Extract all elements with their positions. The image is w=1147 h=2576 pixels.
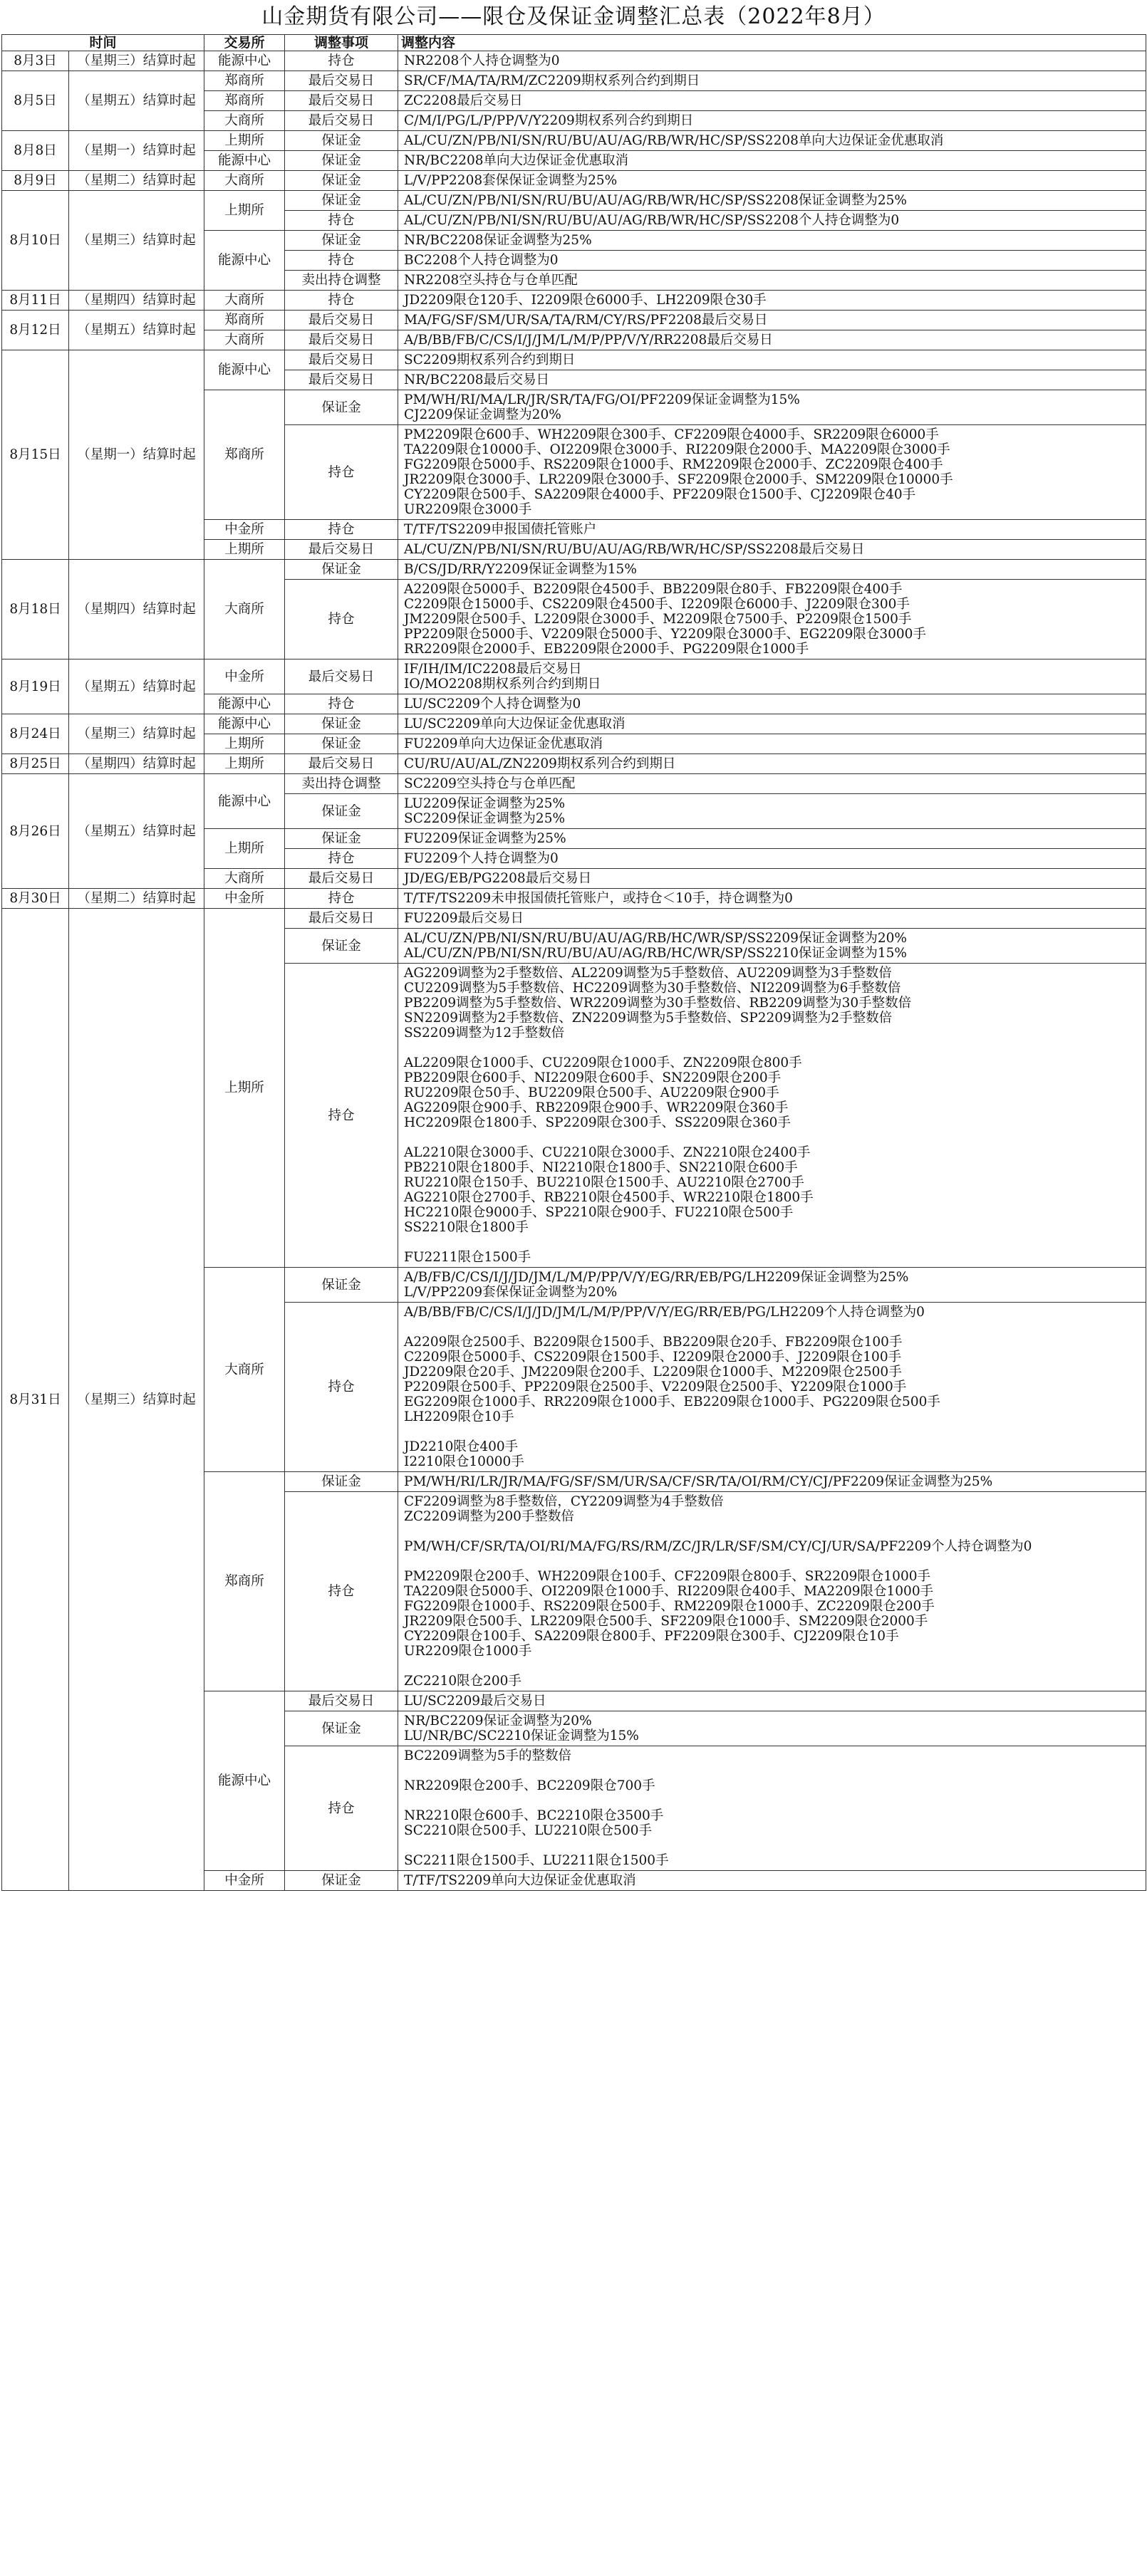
exchange-cell: 大商所: [204, 869, 285, 889]
adjustment-content-cell: FU2209单向大边保证金优惠取消: [398, 734, 1146, 754]
settlement-time-cell: （星期三）结算时起: [69, 191, 204, 291]
table-row: [2, 754, 1146, 774]
exchange-cell: 中金所: [204, 659, 285, 694]
settlement-time-cell: （星期五）结算时起: [69, 659, 204, 714]
adjustment-item-cell: 持仓: [285, 1746, 398, 1871]
adjustment-item-cell: 持仓: [285, 694, 398, 714]
table-row: [2, 774, 1146, 794]
adjustment-content-cell: BC2209调整为5手的整数倍 NR2209限仓200手、BC2209限仓700手 NR2210限仓600手、BC2210限仓3500手 SC2210限仓500手、LU2210限仓500手 SC2211限仓1500手、LU2211限仓1500手: [398, 1746, 1146, 1871]
exchange-cell: 大商所: [204, 1268, 285, 1472]
exchange-cell: 中金所: [204, 1871, 285, 1891]
adjustment-content-cell: A/B/FB/C/CS/I/J/JD/JM/L/M/P/PP/V/Y/EG/RR/EB/PG/LH2209保证金调整为25% L/V/PP2209套保保证金调整为20%: [398, 1268, 1146, 1303]
exchange-cell: 大商所: [204, 171, 285, 191]
adjustment-content-cell: CU/RU/AU/AL/ZN2209期权系列合约到期日: [398, 754, 1146, 774]
adjustment-content-cell: MA/FG/SF/SM/UR/SA/TA/RM/CY/RS/PF2208最后交易日: [398, 311, 1146, 330]
adjustment-item-cell: 保证金: [285, 929, 398, 964]
adjustment-item-cell: 最后交易日: [285, 659, 398, 694]
adjustment-content-cell: LU2209保证金调整为25% SC2209保证金调整为25%: [398, 794, 1146, 829]
settlement-time-cell: （星期一）结算时起: [69, 350, 204, 560]
exchange-cell: 大商所: [204, 330, 285, 350]
exchange-cell: 能源中心: [204, 694, 285, 714]
adjustment-content-cell: FU2209保证金调整为25%: [398, 829, 1146, 849]
adjustment-item-cell: 持仓: [285, 425, 398, 520]
adjustment-item-cell: 保证金: [285, 131, 398, 151]
adjustment-item-cell: 持仓: [285, 251, 398, 271]
adjustment-content-cell: ZC2208最后交易日: [398, 91, 1146, 111]
adjustment-item-cell: 最后交易日: [285, 754, 398, 774]
adjustment-item-cell: 最后交易日: [285, 330, 398, 350]
adjustment-content-cell: SR/CF/MA/TA/RM/ZC2209期权系列合约到期日: [398, 71, 1146, 91]
adjustment-content-cell: SC2209期权系列合约到期日: [398, 350, 1146, 370]
date-cell: 8月8日: [2, 131, 69, 171]
adjustment-content-cell: AL/CU/ZN/PB/NI/SN/RU/BU/AU/AG/RB/HC/WR/SP/SS2209保证金调整为20% AL/CU/ZN/PB/NI/SN/RU/BU/AU/AG/RB/HC/WR/SP/SS2210保证金调整为15%: [398, 929, 1146, 964]
table-row: [2, 71, 1146, 91]
adjustment-item-cell: 最后交易日: [285, 370, 398, 390]
settlement-time-cell: （星期二）结算时起: [69, 889, 204, 909]
adjustment-content-cell: T/TF/TS2209单向大边保证金优惠取消: [398, 1871, 1146, 1891]
adjustment-content-cell: B/CS/JD/RR/Y2209保证金调整为15%: [398, 560, 1146, 580]
date-cell: 8月3日: [2, 51, 69, 71]
settlement-time-cell: （星期四）结算时起: [69, 560, 204, 659]
date-cell: 8月15日: [2, 350, 69, 560]
adjustment-content-cell: SC2209空头持仓与仓单匹配: [398, 774, 1146, 794]
settlement-time-cell: （星期五）结算时起: [69, 71, 204, 131]
adjustment-content-cell: A/B/BB/FB/C/CS/I/J/JD/JM/L/M/P/PP/V/Y/EG/RR/EB/PG/LH2209个人持仓调整为0 A2209限仓2500手、B2209限仓1500手、BB2209限仓20手、FB2209限仓100手 C2209限仓5000手、CS2209限仓1500手、I2209限仓2000手、J2209限仓100手 JD2209限仓20手、JM2209限仓200手、L2209限仓1000手、M2209限仓2500手 P2209限仓500手、PP2209限仓2500手、V2209限仓2500手、Y2209限仓1000手 EG2209限仓1000手、RR2209限仓1000手、EB2209限仓1000手、PG2209限仓500手 LH2209限仓10手 JD2210限仓400手 I2210限仓10000手: [398, 1303, 1146, 1472]
table-row: [2, 350, 1146, 370]
adjustment-content-cell: T/TF/TS2209申报国债托管账户: [398, 520, 1146, 540]
date-cell: 8月30日: [2, 889, 69, 909]
date-cell: 8月11日: [2, 291, 69, 311]
exchange-cell: 郑商所: [204, 1472, 285, 1691]
adjustment-item-cell: 持仓: [285, 849, 398, 869]
header-content: 调整内容: [398, 35, 1146, 51]
adjustment-content-cell: PM/WH/RI/LR/JR/MA/FG/SF/SM/UR/SA/CF/SR/TA/OI/RM/CY/CJ/PF2209保证金调整为25%: [398, 1472, 1146, 1492]
adjustment-item-cell: 最后交易日: [285, 909, 398, 929]
adjustment-content-cell: LU/SC2209单向大边保证金优惠取消: [398, 714, 1146, 734]
adjustment-content-cell: IF/IH/IM/IC2208最后交易日 IO/MO2208期权系列合约到期日: [398, 659, 1146, 694]
exchange-cell: 能源中心: [204, 714, 285, 734]
adjustment-item-cell: 最后交易日: [285, 1691, 398, 1711]
adjustment-content-cell: PM/WH/RI/MA/LR/JR/SR/TA/FG/OI/PF2209保证金调整为15% CJ2209保证金调整为20%: [398, 390, 1146, 425]
exchange-cell: 能源中心: [204, 1691, 285, 1871]
adjustment-item-cell: 最后交易日: [285, 869, 398, 889]
exchange-cell: 上期所: [204, 540, 285, 560]
table-row: [2, 909, 1146, 929]
adjustment-item-cell: 保证金: [285, 734, 398, 754]
exchange-cell: 中金所: [204, 520, 285, 540]
date-cell: 8月24日: [2, 714, 69, 754]
adjustment-item-cell: 持仓: [285, 291, 398, 311]
exchange-cell: 能源中心: [204, 231, 285, 291]
table-row: [2, 131, 1146, 151]
exchange-cell: 能源中心: [204, 51, 285, 71]
header-item: 调整事项: [285, 35, 398, 51]
adjustment-item-cell: 保证金: [285, 151, 398, 171]
date-cell: 8月18日: [2, 560, 69, 659]
adjustment-content-cell: A/B/BB/FB/C/CS/I/J/JM/L/M/P/PP/V/Y/RR2208最后交易日: [398, 330, 1146, 350]
table-row: [2, 171, 1146, 191]
adjustment-item-cell: 持仓: [285, 211, 398, 231]
exchange-cell: 能源中心: [204, 774, 285, 829]
adjustment-content-cell: FU2209最后交易日: [398, 909, 1146, 929]
adjustment-content-cell: AG2209调整为2手整数倍、AL2209调整为5手整数倍、AU2209调整为3手整数倍 CU2209调整为5手整数倍、HC2209调整为30手整数倍、NI2209调整为6手整数倍 PB2209调整为5手整数倍、WR2209调整为30手整数倍、RB2209调整为30手整数倍 SN2209调整为2手整数倍、ZN2209调整为5手整数倍、SP2209调整为2手整数倍 SS2209调整为12手整数倍 AL2209限仓1000手、CU2209限仓1000手、ZN2209限仓800手 PB2209限仓600手、NI2209限仓600手、SN2209限仓200手 RU2209限仓50手、BU2209限仓500手、AU2209限仓900手 AG2209限仓900手、RB2209限仓900手、WR2209限仓360手 HC2209限仓1800手、SP2209限仓300手、SS2209限仓360手 AL2210限仓3000手、CU2210限仓3000手、ZN2210限仓2400手 PB2210限仓1800手、NI2210限仓1800手、SN2210限仓600手 RU2210限仓150手、BU2210限仓1500手、AU2210限仓2700手 AG2210限仓2700手、RB2210限仓4500手、WR2210限仓1800手 HC2210限仓9000手、SP2210限仓900手、FU2210限仓500手 SS2210限仓1800手 FU2211限仓1500手: [398, 964, 1146, 1268]
adjustment-content-cell: C/M/I/PG/L/P/PP/V/Y2209期权系列合约到期日: [398, 111, 1146, 131]
adjustment-item-cell: 保证金: [285, 1871, 398, 1891]
date-cell: 8月12日: [2, 311, 69, 350]
adjustment-item-cell: 保证金: [285, 390, 398, 425]
settlement-time-cell: （星期五）结算时起: [69, 311, 204, 350]
table-row: [2, 51, 1146, 71]
adjustment-content-cell: AL/CU/ZN/PB/NI/SN/RU/BU/AU/AG/RB/WR/HC/SP/SS2208最后交易日: [398, 540, 1146, 560]
adjustment-item-cell: 保证金: [285, 231, 398, 251]
table-row: [2, 659, 1146, 694]
adjustment-content-cell: FU2209个人持仓调整为0: [398, 849, 1146, 869]
adjustment-item-cell: 持仓: [285, 1303, 398, 1472]
exchange-cell: 能源中心: [204, 151, 285, 171]
adjustment-table: [1, 34, 1146, 1891]
adjustment-content-cell: AL/CU/ZN/PB/NI/SN/RU/BU/AU/AG/RB/WR/HC/SP/SS2208保证金调整为25%: [398, 191, 1146, 211]
adjustment-item-cell: 持仓: [285, 889, 398, 909]
date-cell: 8月10日: [2, 191, 69, 291]
adjustment-content-cell: BC2208个人持仓调整为0: [398, 251, 1146, 271]
table-row: [2, 560, 1146, 580]
settlement-time-cell: （星期四）结算时起: [69, 291, 204, 311]
exchange-cell: 能源中心: [204, 350, 285, 390]
adjustment-item-cell: 保证金: [285, 191, 398, 211]
date-cell: 8月25日: [2, 754, 69, 774]
adjustment-content-cell: A2209限仓5000手、B2209限仓4500手、BB2209限仓80手、FB2209限仓400手 C2209限仓15000手、CS2209限仓4500手、I2209限仓6000手、J2209限仓300手 JM2209限仓500手、L2209限仓3000手、M2209限仓7500手、P2209限仓1500手 PP2209限仓5000手、V2209限仓5000手、Y2209限仓3000手、EG2209限仓3000手 RR2209限仓2000手、EB2209限仓2000手、PG2209限仓1000手: [398, 580, 1146, 659]
adjustment-item-cell: 持仓: [285, 964, 398, 1268]
exchange-cell: 上期所: [204, 191, 285, 231]
adjustment-item-cell: 保证金: [285, 171, 398, 191]
adjustment-content-cell: NR/BC2208保证金调整为25%: [398, 231, 1146, 251]
adjustment-item-cell: 最后交易日: [285, 111, 398, 131]
settlement-time-cell: （星期二）结算时起: [69, 171, 204, 191]
adjustment-content-cell: L/V/PP2208套保保证金调整为25%: [398, 171, 1146, 191]
exchange-cell: 上期所: [204, 131, 285, 151]
exchange-cell: 郑商所: [204, 71, 285, 91]
adjustment-content-cell: AL/CU/ZN/PB/NI/SN/RU/BU/AU/AG/RB/WR/HC/SP/SS2208单向大边保证金优惠取消: [398, 131, 1146, 151]
exchange-cell: 郑商所: [204, 91, 285, 111]
exchange-cell: 大商所: [204, 291, 285, 311]
table-row: [2, 889, 1146, 909]
settlement-time-cell: （星期三）结算时起: [69, 51, 204, 71]
adjustment-item-cell: 保证金: [285, 1268, 398, 1303]
exchange-cell: 上期所: [204, 909, 285, 1268]
settlement-time-cell: （星期三）结算时起: [69, 909, 204, 1891]
adjustment-item-cell: 保证金: [285, 829, 398, 849]
adjustment-content-cell: AL/CU/ZN/PB/NI/SN/RU/BU/AU/AG/RB/WR/HC/SP/SS2208个人持仓调整为0: [398, 211, 1146, 231]
adjustment-item-cell: 持仓: [285, 520, 398, 540]
table-row: [2, 311, 1146, 330]
table-row: [2, 291, 1146, 311]
settlement-time-cell: （星期五）结算时起: [69, 774, 204, 889]
adjustment-item-cell: 最后交易日: [285, 91, 398, 111]
page-title: 山金期货有限公司——限仓及保证金调整汇总表（2022年8月）: [261, 4, 886, 29]
exchange-cell: 上期所: [204, 754, 285, 774]
adjustment-content-cell: NR2208个人持仓调整为0: [398, 51, 1146, 71]
adjustment-item-cell: 持仓: [285, 51, 398, 71]
exchange-cell: 郑商所: [204, 390, 285, 520]
settlement-time-cell: （星期四）结算时起: [69, 754, 204, 774]
table-row: [2, 714, 1146, 734]
exchange-cell: 大商所: [204, 111, 285, 131]
adjustment-content-cell: LU/SC2209最后交易日: [398, 1691, 1146, 1711]
adjustment-content-cell: NR/BC2208单向大边保证金优惠取消: [398, 151, 1146, 171]
exchange-cell: 大商所: [204, 560, 285, 659]
date-cell: 8月9日: [2, 171, 69, 191]
adjustment-item-cell: 最后交易日: [285, 350, 398, 370]
table-header-row: [2, 35, 1146, 51]
adjustment-item-cell: 保证金: [285, 1472, 398, 1492]
adjustment-item-cell: 持仓: [285, 580, 398, 659]
date-cell: 8月31日: [2, 909, 69, 1891]
exchange-cell: 上期所: [204, 829, 285, 869]
adjustment-item-cell: 保证金: [285, 560, 398, 580]
adjustment-item-cell: 最后交易日: [285, 311, 398, 330]
adjustment-item-cell: 保证金: [285, 714, 398, 734]
adjustment-item-cell: 最后交易日: [285, 540, 398, 560]
adjustment-content-cell: NR/BC2208最后交易日: [398, 370, 1146, 390]
settlement-time-cell: （星期三）结算时起: [69, 714, 204, 754]
adjustment-item-cell: 保证金: [285, 794, 398, 829]
adjustment-content-cell: T/TF/TS2209未申报国债托管账户，或持仓＜10手，持仓调整为0: [398, 889, 1146, 909]
table-row: [2, 191, 1146, 211]
adjustment-content-cell: LU/SC2209个人持仓调整为0: [398, 694, 1146, 714]
adjustment-content-cell: PM2209限仓600手、WH2209限仓300手、CF2209限仓4000手、SR2209限仓6000手 TA2209限仓10000手、OI2209限仓3000手、RI2209限仓2000手、MA2209限仓3000手 FG2209限仓5000手、RS2209限仓1000手、RM2209限仓2000手、ZC2209限仓400手 JR2209限仓3000手、LR2209限仓3000手、SF2209限仓2000手、SM2209限仓10000手 CY2209限仓500手、SA2209限仓4000手、PF2209限仓1500手、CJ2209限仓40手 UR2209限仓3000手: [398, 425, 1146, 520]
exchange-cell: 郑商所: [204, 311, 285, 330]
exchange-cell: 上期所: [204, 734, 285, 754]
adjustment-content-cell: JD/EG/EB/PG2208最后交易日: [398, 869, 1146, 889]
adjustment-content-cell: NR2208空头持仓与仓单匹配: [398, 271, 1146, 291]
adjustment-item-cell: 最后交易日: [285, 71, 398, 91]
adjustment-item-cell: 保证金: [285, 1711, 398, 1746]
date-cell: 8月5日: [2, 71, 69, 131]
settlement-time-cell: （星期一）结算时起: [69, 131, 204, 171]
date-cell: 8月26日: [2, 774, 69, 889]
adjustment-item-cell: 持仓: [285, 1492, 398, 1691]
header-exchange: 交易所: [204, 35, 285, 51]
adjustment-item-cell: 卖出持仓调整: [285, 774, 398, 794]
exchange-cell: 中金所: [204, 889, 285, 909]
table-body: [2, 51, 1146, 1891]
adjustment-item-cell: 卖出持仓调整: [285, 271, 398, 291]
adjustment-content-cell: JD2209限仓120手、I2209限仓6000手、LH2209限仓30手: [398, 291, 1146, 311]
adjustment-content-cell: CF2209调整为8手整数倍，CY2209调整为4手整数倍 ZC2209调整为200手整数倍 PM/WH/CF/SR/TA/OI/RI/MA/FG/RS/RM/ZC/JR/LR/SF/SM/CY/CJ/UR/SA/PF2209个人持仓调整为0 PM2209限仓200手、WH2209限仓100手、CF2209限仓800手、SR2209限仓1000手 TA2209限仓5000手、OI2209限仓1000手、RI2209限仓400手、MA2209限仓1000手 FG2209限仓1000手、RS2209限仓500手、RM2209限仓1000手、ZC2209限仓200手 JR2209限仓500手、LR2209限仓500手、SF2209限仓1000手、SM2209限仓2000手 CY2209限仓100手、SA2209限仓800手、PF2209限仓300手、CJ2209限仓10手 UR2209限仓1000手 ZC2210限仓200手: [398, 1492, 1146, 1691]
adjustment-content-cell: NR/BC2209保证金调整为20% LU/NR/BC/SC2210保证金调整为15%: [398, 1711, 1146, 1746]
date-cell: 8月19日: [2, 659, 69, 714]
header-time: 时间: [2, 35, 204, 51]
